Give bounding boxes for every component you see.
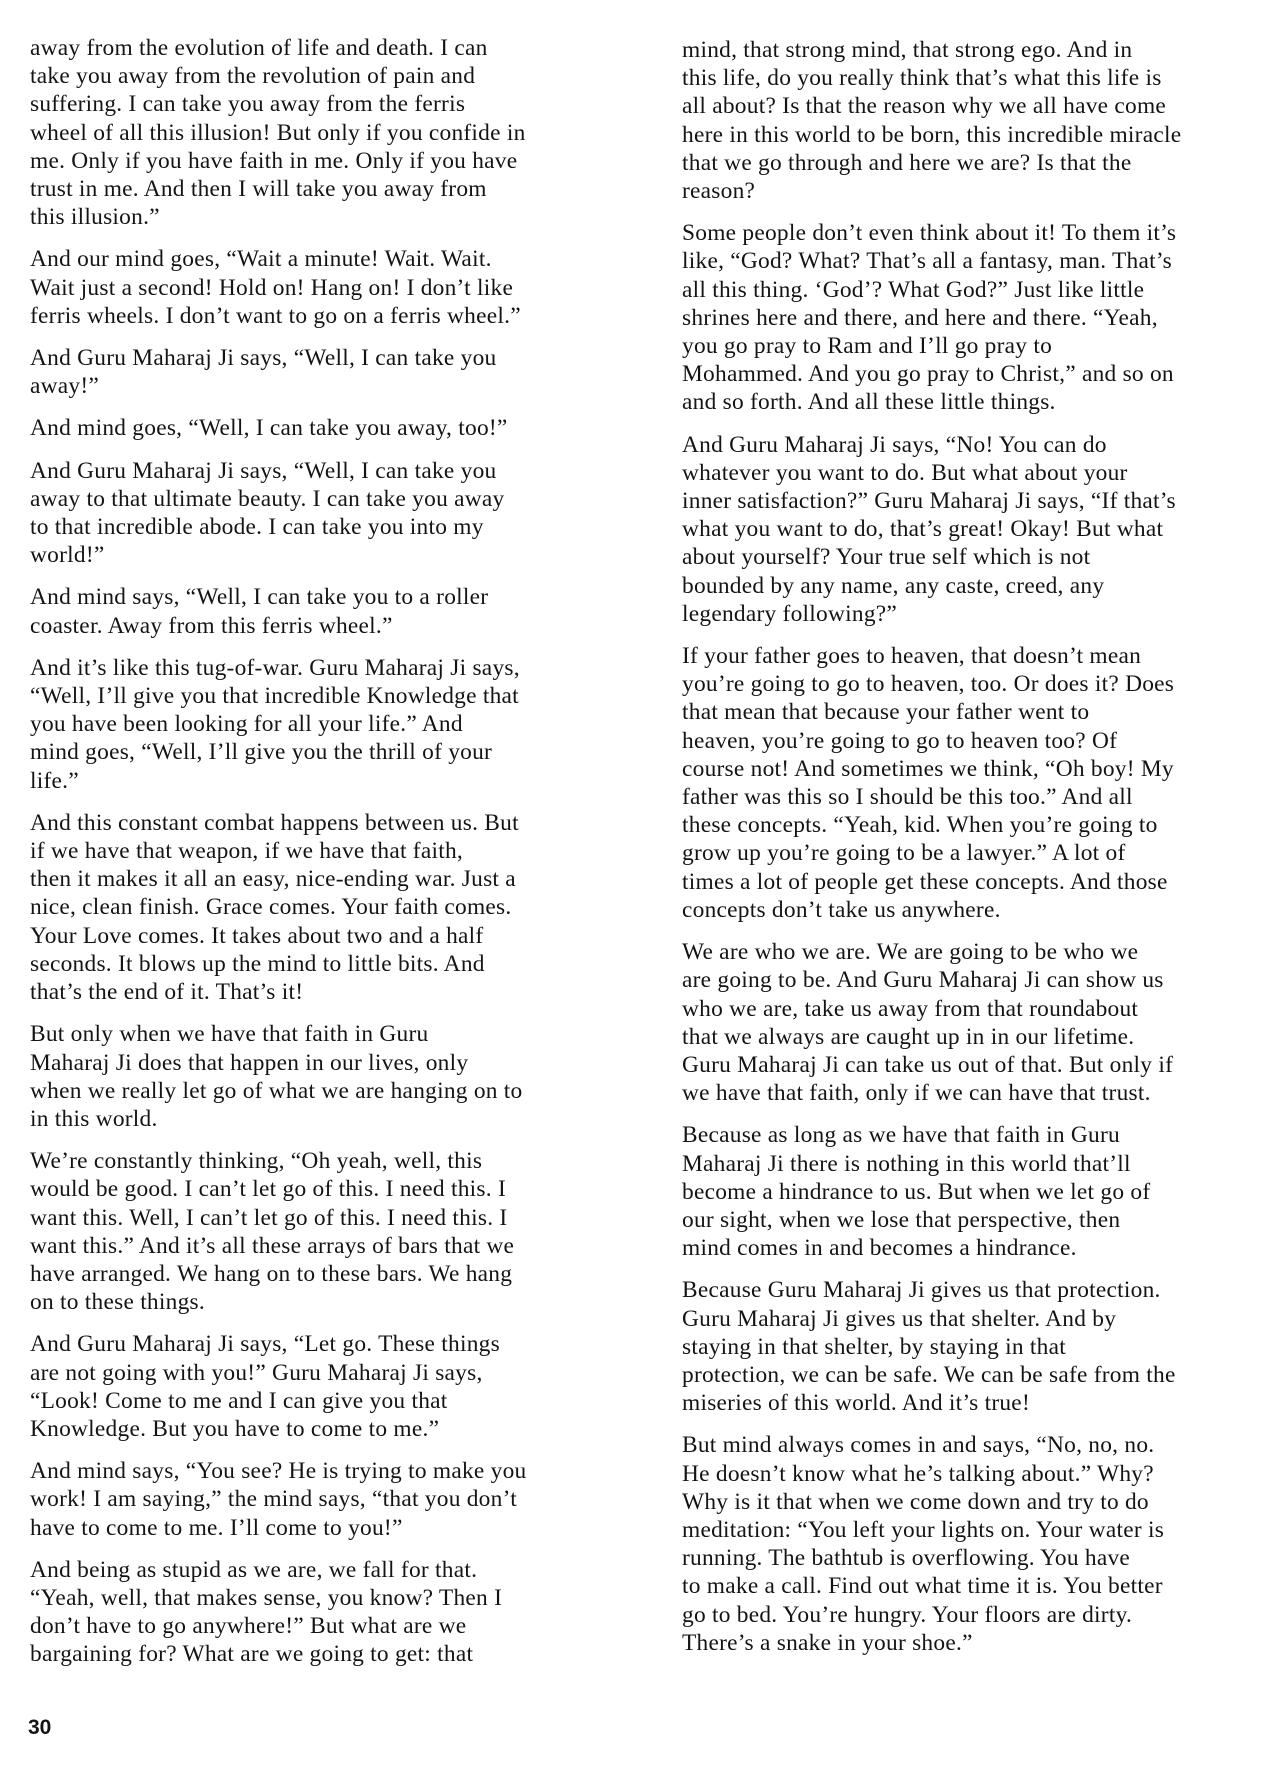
paragraph: And Guru Maharaj Ji says, “Well, I can take you away!” <box>30 345 497 400</box>
paragraph: And mind says, “Well, I can take you to a roller coaster. Away from this ferris wheel.” <box>30 584 489 639</box>
paragraph: We’re constantly thinking, “Oh yeah, well, this would be good. I can’t let go of this. I need this. I want this. Well, I can’t let go of this. I need this. I want this.” And it’s all these arrays of bars that we have arranged. We hang on to these bars. We hang on to these things. <box>30 1148 515 1316</box>
paragraph: away from the evolution of life and death. I can take you away from the revolution of pain and suffering. I can take you away from the ferris wheel of all this illusion! But only if you confide in me. Only if you have faith in me. Only if you have trust in me. And then I will take you away from this illusion.” <box>30 35 526 231</box>
paragraph: mind, that strong mind, that strong ego. And in this life, do you really think that’s what this life is all about? Is that the reason why we all have come here in this world to be born, this incredible miracle that we go through and here we are? Is that the reason? <box>682 37 1182 205</box>
paragraph: Some people don’t even think about it! To them it’s like, “God? What? That’s all a fantasy, man. That’s all this thing. ‘God’? What God?” Just like little shrines here and there, and here and there. “Yeah, you go pray to Ram and I’ll go pray to Mohammed. And you go pray to Christ,” and so on and so forth. And all these little things. <box>682 220 1177 416</box>
paragraph: But only when we have that faith in Guru Maharaj Ji does that happen in our lives, only when we really let go of what we are hanging on to in this world. <box>30 1021 523 1132</box>
paragraph: If your father goes to heaven, that doesn’t mean you’re going to go to heaven, too. Or does it? Does that mean that because your father went to heaven, you’re going to go to heaven too? Of course not! And sometimes we think, “Oh boy! My father was this so I should be this too.” And all these concepts. “Yeah, kid. When you’re going to grow up you’re going to be a lawyer.” A lot of times a lot of people get these concepts. And those concepts don’t take us anywhere. <box>682 643 1175 923</box>
paragraph: And mind goes, “Well, I can take you away, too!” <box>30 415 508 442</box>
paragraph: Because Guru Maharaj Ji gives us that protection. Guru Maharaj Ji gives us that shelter. And by staying in that shelter, by staying in that protection, we can be safe. We can be safe from the miseries of this world. And it’s true! <box>682 1277 1176 1417</box>
page-number: 30 <box>28 1716 52 1739</box>
paragraph: And being as stupid as we are, we fall for that. “Yeah, well, that makes sense, you know? Then I don’t have to go anywhere!” But what are we bargaining for? What are we going to get: that <box>30 1556 503 1668</box>
paragraph: And Guru Maharaj Ji says, “Well, I can take you away to that ultimate beauty. I can take you away to that incredible abode. I can take you into my world!” <box>30 457 505 569</box>
paragraph: We are who we are. We are going to be who we are going to be. And Guru Maharaj Ji can show us who we are, take us away from that roundabout that we always are caught up in in our lifetime. Guru Maharaj Ji can take us out of that. But only if we have that faith, only if we can have that trust. <box>682 939 1174 1107</box>
paragraph: And our mind goes, “Wait a minute! Wait. Wait. Wait just a second! Hold on! Hang on! I don’t like ferris wheels. I don’t want to go on a ferris wheel.” <box>30 246 521 329</box>
left-column <box>30 34 605 1683</box>
paragraph: And Guru Maharaj Ji says, “Let go. These things are not going with you!” Guru Maharaj Ji says, “Look! Come to me and I can give you that Knowledge. But you have to come to me.” <box>30 1331 500 1442</box>
paragraph: And it’s like this tug-of-war. Guru Maharaj Ji says, “Well, I’ll give you that incredible Knowledge that you have been looking for all your life.” And mind goes, “Well, I’ll give you the thrill of your life.” <box>30 654 520 794</box>
paragraph: And this constant combat happens between us. But if we have that weapon, if we have that faith, then it makes it all an easy, nice-ending war. Just a nice, clean finish. Grace comes. Your faith comes. Your Love comes. It takes about two and a half seconds. It blows up the mind to little bits. And that’s the end of it. That’s it! <box>30 809 519 1006</box>
paragraph: But mind always comes in and says, “No, no, no. He doesn’t know what he’s talking about.” Why? Why is it that when we come down and try to do meditation: “You left your lights on. Your water is running. The bathtub is overflowing. You have to make a call. Find out what time it is. You better go to bed. You’re hungry. Your floors are dirty. There’s a snake in your shoe.” <box>682 1432 1165 1656</box>
paragraph: And mind says, “You see? He is trying to make you work! I am saying,” the mind says, “that you don’t have to come to me. I’ll come to you!” <box>30 1458 527 1541</box>
paragraph: And Guru Maharaj Ji says, “No! You can do whatever you want to do. But what about your inner satisfaction?” Guru Maharaj Ji says, “If that’s what you want to do, that’s great! Okay! But what about yourself? Your true self which is not bounded by any name, any caste, creed, any legendary following?” <box>682 431 1176 627</box>
right-column <box>682 36 1262 1671</box>
paragraph: Because as long as we have that faith in Guru Maharaj Ji there is nothing in this world that’ll become a hindrance to us. But when we let go of our sight, when we lose that perspective, then mind comes in and becomes a hindrance. <box>682 1122 1151 1262</box>
